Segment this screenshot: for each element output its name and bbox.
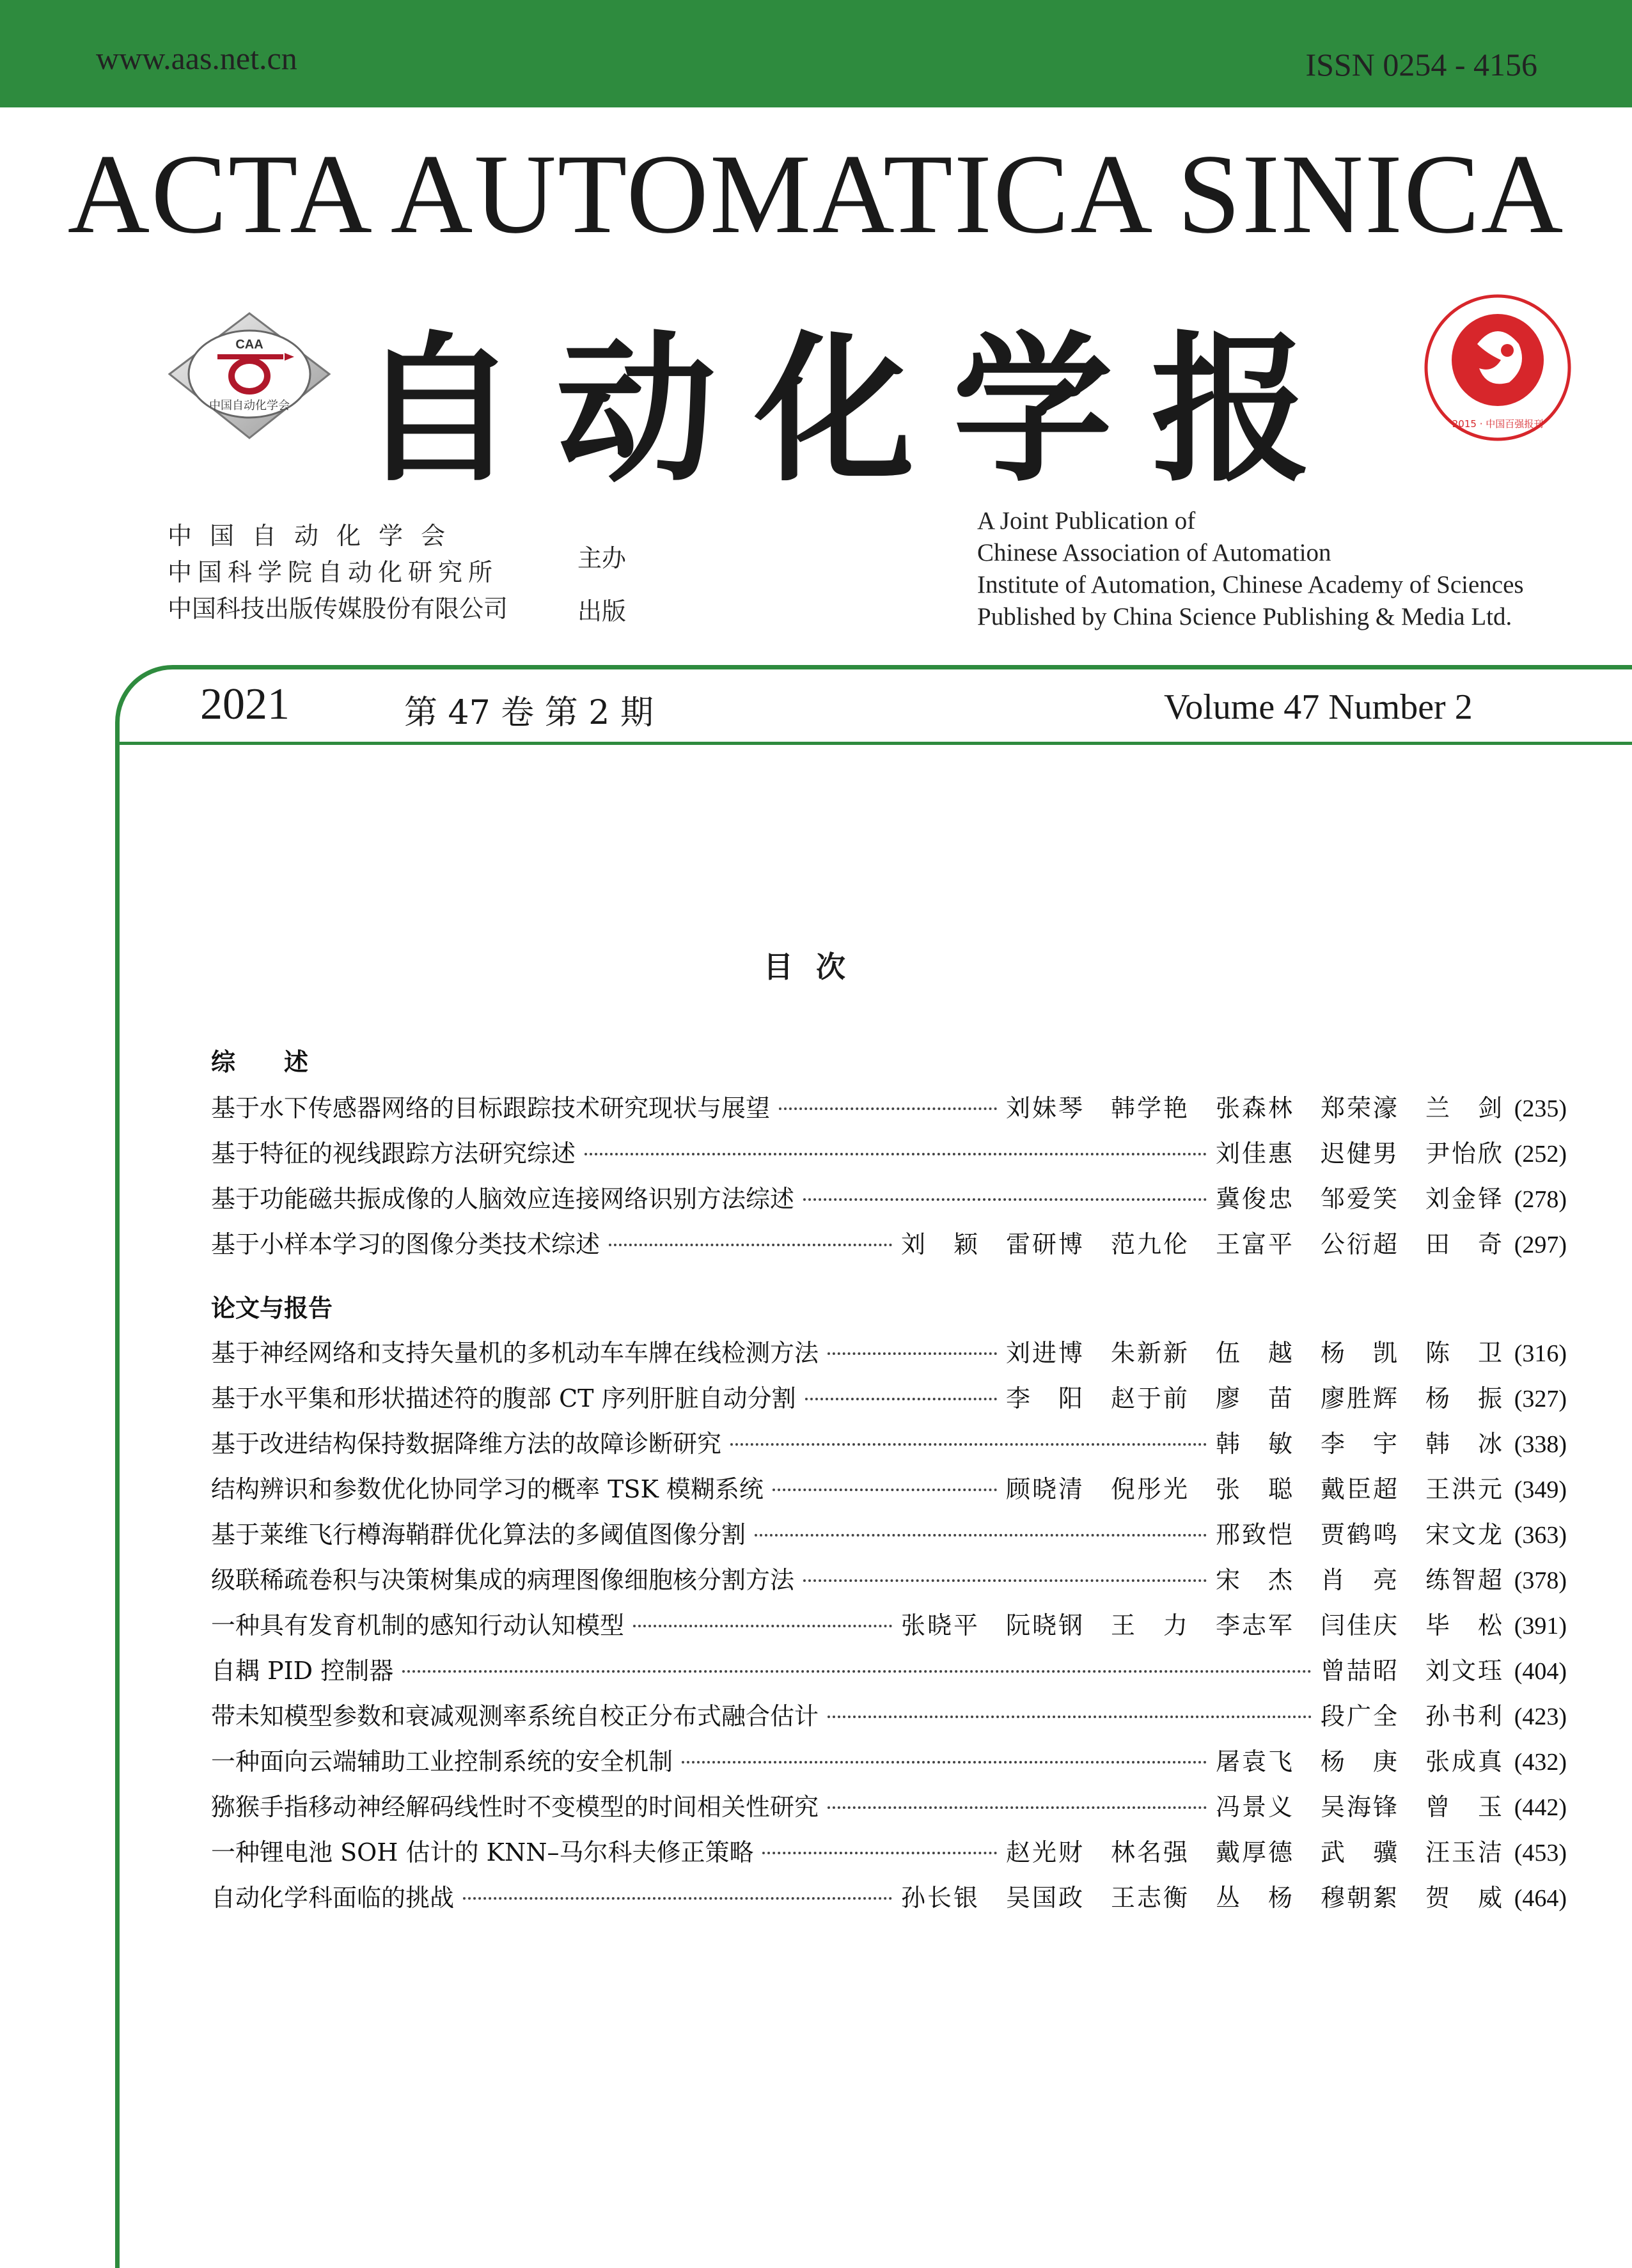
toc-entry[interactable] [211,1878,1567,1916]
leader-dots [828,1716,1312,1718]
publisher-csp: 中国科技出版传媒股份有限公司 [168,595,508,623]
entry-page: (327) [1514,1386,1567,1412]
entry-page: (378) [1514,1567,1567,1594]
leader-dots [803,1198,1207,1201]
toc-entry[interactable] [211,1651,1567,1689]
leader-dots [803,1579,1207,1582]
toc-entry[interactable] [211,1224,1567,1263]
entry-title: 基于小样本学习的图像分类技术综述 [211,1230,600,1258]
publisher-caa: 中国自动化学会 [168,522,464,550]
leader-dots [762,1852,997,1854]
leader-dots [805,1398,997,1400]
issn-number: ISSN 0254 - 4156 [1305,47,1537,82]
entry-page: (278) [1514,1186,1567,1213]
content-frame [115,665,1632,2268]
toc-entry[interactable] [211,1560,1567,1599]
caa-logo-icon [157,301,342,448]
entry-title: 猕猴手指移动神经解码线性时不变模型的时间相关性研究 [211,1793,819,1821]
section-heading-papers: 论文与报告 [211,1294,333,1322]
toc-entry[interactable] [211,1469,1567,1508]
leader-dots [828,1352,997,1355]
leader-dots [828,1806,1207,1809]
entry-authors: 屠袁飞 杨 庚 张成真 [1215,1748,1504,1776]
website-url[interactable]: www.aas.net.cn [96,40,297,76]
entry-authors: 刘 颖 雷研博 范九伦 王富平 公衍超 田 奇 [900,1230,1504,1258]
entry-page: (423) [1514,1703,1567,1730]
entry-title: 基于功能磁共振成像的人脑效应连接网络识别方法综述 [211,1185,795,1213]
top-banner [0,0,1632,107]
leader-dots [609,1244,892,1246]
publisher-institute: 中国科学院自动化研究所 [168,558,499,586]
issue-volume-chinese: 第 47 卷 第 2 期 [404,694,654,732]
pub-en-line-3: Institute of Automation, Chinese Academy of Sciences [977,571,1524,598]
leader-dots [730,1443,1207,1446]
entry-title: 自耦 PID 控制器 [211,1657,394,1685]
entry-title: 基于莱维飞行樽海鞘群优化算法的多阈值图像分割 [211,1521,746,1549]
toc-entry[interactable] [211,1379,1567,1417]
toc-entry[interactable] [211,1606,1567,1644]
entry-authors: 顾晓清 倪彤光 张 聪 戴臣超 王洪元 [1005,1475,1504,1503]
entry-page: (453) [1514,1840,1567,1866]
entry-title: 带未知模型参数和衰减观测率系统自校正分布式融合估计 [211,1702,819,1730]
toc-entry[interactable] [211,1134,1567,1172]
entry-authors: 冯景义 吴海锋 曾 玉 [1215,1793,1504,1821]
entry-authors: 邢致恺 贾鹤鸣 宋文龙 [1215,1521,1504,1549]
leader-dots [682,1761,1207,1764]
publishers-chinese [168,518,508,627]
toc-entry[interactable] [211,1696,1567,1735]
toc-entry[interactable] [211,1833,1567,1871]
entry-title: 自动化学科面临的挑战 [211,1884,455,1912]
role-publish: 出版 [577,597,627,625]
entry-authors: 刘进博 朱新新 伍 越 杨 凯 陈 卫 [1005,1339,1504,1367]
entry-authors: 孙长银 吴国政 王志衡 丛 杨 穆朝絮 贺 威 [900,1884,1504,1912]
issue-year: 2021 [200,680,290,729]
entry-title: 基于特征的视线跟踪方法研究综述 [211,1139,576,1168]
svg-text:CAA: CAA [235,338,263,352]
pub-en-line-2: Chinese Association of Automation [977,539,1331,567]
pub-en-line-1: A Joint Publication of [977,507,1196,535]
entry-authors: 宋 杰 肖 亮 练智超 [1215,1566,1504,1594]
leader-dots [463,1897,892,1900]
entry-title: 结构辨识和参数优化协同学习的概率 TSK 模糊系统 [211,1475,764,1503]
entry-authors: 刘妹琴 韩学艳 张森林 郑荣濠 兰 剑 [1005,1094,1504,1122]
entry-page: (235) [1514,1095,1567,1122]
frame-divider [118,742,1632,745]
toc-entry[interactable] [211,1742,1567,1780]
role-sponsor: 主办 [577,544,627,572]
journal-title-chinese: 自动化学报 [358,317,1349,503]
journal-title-english: ACTA AUTOMATICA SINICA [67,130,1565,257]
leader-dots [773,1489,997,1491]
entry-page: (442) [1514,1794,1567,1821]
toc-entry[interactable] [211,1787,1567,1826]
entry-authors: 刘佳惠 迟健男 尹怡欣 [1215,1139,1504,1168]
entry-page: (252) [1514,1141,1567,1168]
entry-page: (432) [1514,1749,1567,1776]
entry-page: (464) [1514,1885,1567,1912]
entry-page: (404) [1514,1658,1567,1685]
entry-page: (316) [1514,1340,1567,1367]
entry-authors: 赵光财 林名强 戴厚德 武 骥 汪玉洁 [1005,1838,1504,1866]
entry-title: 基于改进结构保持数据降维方法的故障诊断研究 [211,1430,722,1458]
entry-authors: 张晓平 阮晓钢 王 力 李志军 闫佳庆 毕 松 [900,1611,1504,1639]
entry-page: (391) [1514,1613,1567,1639]
entry-page: (297) [1514,1232,1567,1258]
entry-page: (363) [1514,1522,1567,1549]
toc-entry[interactable] [211,1515,1567,1553]
entry-authors: 李 阳 赵于前 廖 苗 廖胜辉 杨 振 [1005,1384,1504,1412]
entry-authors: 曾喆昭 刘文珏 [1320,1657,1504,1685]
top-100-journal-stamp-icon [1423,293,1573,443]
leader-dots [633,1625,892,1627]
toc-entry[interactable] [211,1333,1567,1372]
entry-page: (349) [1514,1476,1567,1503]
entry-authors: 冀俊忠 邹爱笑 刘金铎 [1215,1185,1504,1213]
entry-title: 一种锂电池 SOH 估计的 KNN–马尔科夫修正策略 [211,1838,754,1866]
entry-title: 基于神经网络和支持矢量机的多机动车车牌在线检测方法 [211,1339,819,1367]
entry-page: (338) [1514,1431,1567,1458]
entry-title: 级联稀疏卷积与决策树集成的病理图像细胞核分割方法 [211,1566,795,1594]
pub-en-line-4: Published by China Science Publishing & Media Ltd. [977,603,1512,630]
toc-title: 目次 [764,950,868,984]
leader-dots [779,1107,997,1110]
entry-title: 一种具有发育机制的感知行动认知模型 [211,1611,625,1639]
issue-volume-english: Volume 47 Number 2 [1164,687,1473,727]
svg-text:2015 · 中国百强报刊: 2015 · 中国百强报刊 [1452,418,1544,430]
toc-entry[interactable] [211,1424,1567,1462]
entry-authors: 段广全 孙书利 [1320,1702,1504,1730]
leader-dots [585,1153,1207,1155]
entry-title: 基于水下传感器网络的目标跟踪技术研究现状与展望 [211,1094,771,1122]
publishers-english [977,505,1524,633]
section-heading-review: 综 述 [211,1048,309,1076]
leader-dots [402,1670,1312,1673]
entry-authors: 韩 敏 李 宇 韩 冰 [1215,1430,1504,1458]
entry-title: 一种面向云端辅助工业控制系统的安全机制 [211,1748,673,1776]
leader-dots [755,1534,1207,1537]
entry-title: 基于水平集和形状描述符的腹部 CT 序列肝脏自动分割 [211,1384,796,1412]
svg-text:中国自动化学会: 中国自动化学会 [209,399,290,412]
toc-entry[interactable] [211,1088,1567,1127]
toc-entry[interactable] [211,1179,1567,1217]
